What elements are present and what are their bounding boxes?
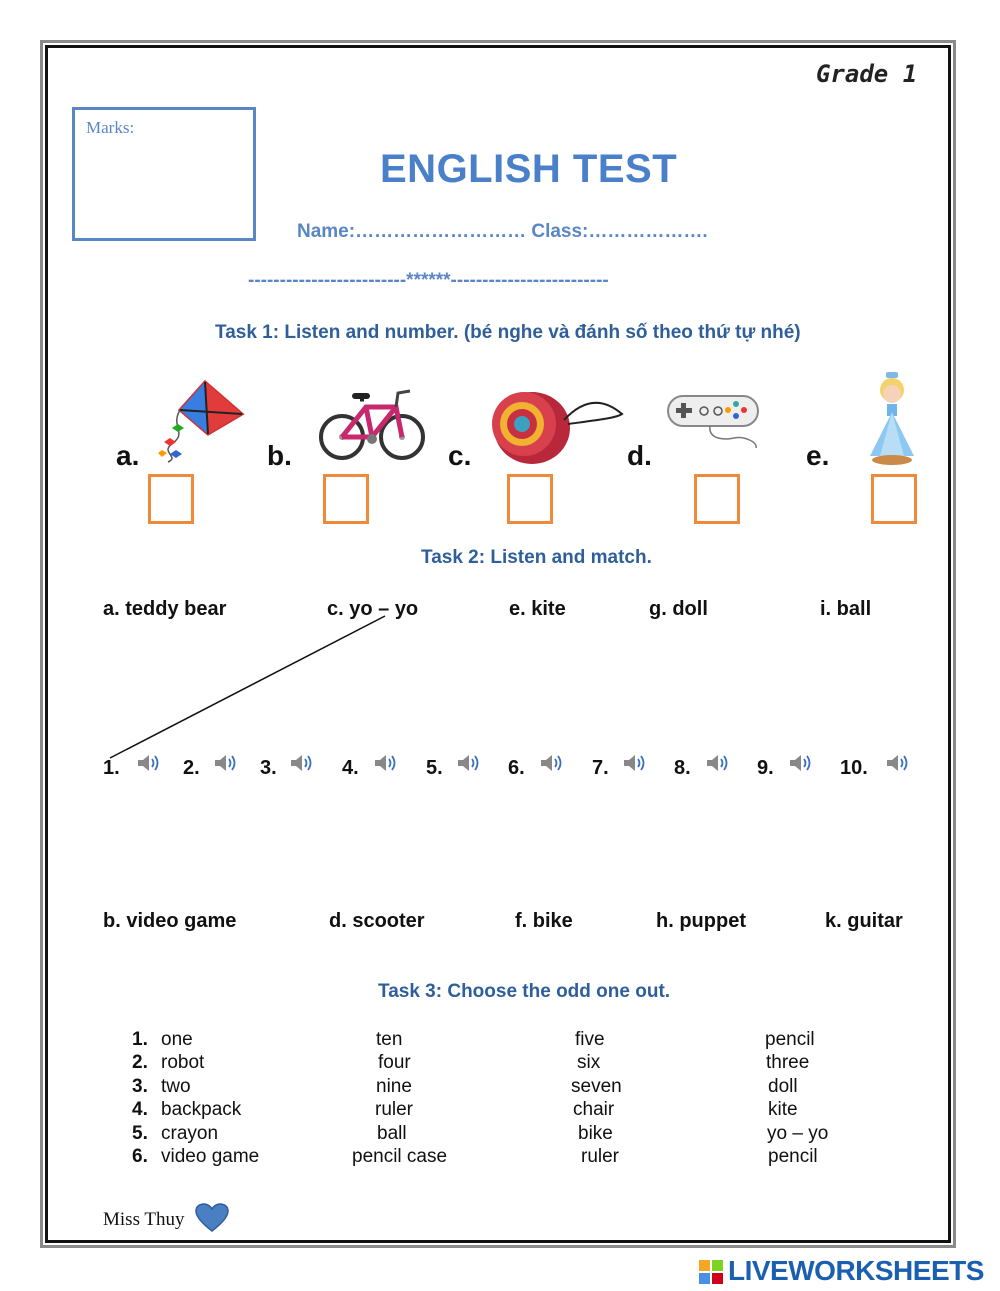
- task3-word[interactable]: robot: [161, 1052, 205, 1073]
- task2-bottom-word-h[interactable]: h. puppet: [656, 910, 746, 932]
- page-title: ENGLISH TEST: [380, 147, 678, 191]
- task2-top-word-c[interactable]: c. yo – yo: [327, 598, 419, 620]
- yoyo-picture: [488, 384, 628, 468]
- task3-word[interactable]: seven: [571, 1076, 622, 1097]
- speaker-icon-10[interactable]: [885, 751, 911, 775]
- kite-picture: [150, 372, 250, 464]
- task2-number-10: 10.: [840, 757, 868, 779]
- divider: -------------------------******-------------------------: [248, 270, 609, 291]
- task2-number-4: 4.: [342, 757, 359, 779]
- task2-number-9: 9.: [757, 757, 774, 779]
- liveworksheets-logo[interactable]: LIVEWORKSHEETS: [728, 1255, 984, 1286]
- task3-row-number: 5.: [132, 1123, 148, 1144]
- task3-word[interactable]: crayon: [161, 1123, 219, 1144]
- task2-bottom-word-f[interactable]: f. bike: [515, 910, 573, 932]
- task3-row-3: [132, 1076, 798, 1098]
- task3-word[interactable]: backpack: [161, 1099, 242, 1120]
- task3-word[interactable]: pencil: [765, 1029, 815, 1050]
- task2-top-word-g[interactable]: g. doll: [649, 598, 708, 620]
- task3-word[interactable]: four: [378, 1052, 411, 1073]
- task3-word[interactable]: three: [766, 1052, 810, 1073]
- task2-heading: Task 2: Listen and match.: [421, 547, 652, 568]
- task3-word[interactable]: ball: [377, 1123, 407, 1144]
- speaker-icon-3[interactable]: [289, 751, 315, 775]
- task3-word[interactable]: pencil case: [352, 1146, 448, 1167]
- task3-word[interactable]: nine: [376, 1076, 412, 1097]
- task3-row-number: 1.: [132, 1029, 148, 1050]
- task3-row-number: 6.: [132, 1146, 148, 1167]
- speaker-icon-7[interactable]: [622, 751, 648, 775]
- task3-row-number: 4.: [132, 1099, 148, 1120]
- speaker-icon-5[interactable]: [456, 751, 482, 775]
- marks-label: Marks:: [86, 118, 135, 137]
- task3-word[interactable]: pencil: [768, 1146, 818, 1167]
- task3-word[interactable]: ten: [376, 1029, 403, 1050]
- speaker-icon-9[interactable]: [788, 751, 814, 775]
- speaker-icon-6[interactable]: [539, 751, 565, 775]
- task3-word[interactable]: five: [575, 1029, 605, 1050]
- task1-letter-d: d.: [627, 440, 652, 471]
- task3-heading: Task 3: Choose the odd one out.: [378, 981, 671, 1002]
- task1-answer-box-a[interactable]: [148, 474, 194, 524]
- task2-bottom-word-d[interactable]: d. scooter: [329, 910, 425, 932]
- task3-word[interactable]: one: [161, 1029, 193, 1050]
- task2-top-word-e[interactable]: e. kite: [509, 598, 566, 620]
- task3-row-1: [132, 1029, 815, 1051]
- task2-bottom-word-k[interactable]: k. guitar: [825, 910, 903, 932]
- task2-number-3: 3.: [260, 757, 277, 779]
- task3-word[interactable]: six: [577, 1052, 601, 1073]
- task3-word[interactable]: ruler: [581, 1146, 620, 1167]
- task1-letter-b: b.: [267, 440, 292, 471]
- task2-number-1: 1.: [103, 757, 120, 779]
- task3-row-number: 2.: [132, 1052, 148, 1073]
- task2-number-8: 8.: [674, 757, 691, 779]
- speaker-icon-1[interactable]: [136, 751, 162, 775]
- liveworksheets-logo-icon: [698, 1259, 724, 1285]
- task3-row-4: [132, 1099, 798, 1121]
- signature: Miss Thuy: [103, 1209, 185, 1230]
- task3-row-2: [132, 1052, 810, 1074]
- task3-word[interactable]: ruler: [375, 1099, 414, 1120]
- name-class-line: Name:……………………… Class:……………….: [297, 221, 708, 242]
- task3-row-5: [132, 1123, 829, 1145]
- task1-letter-e: e.: [806, 440, 830, 471]
- task1-letter-a: a.: [116, 440, 140, 471]
- example-match-line: [100, 610, 400, 770]
- task2-top-word-a[interactable]: a. teddy bear: [103, 598, 227, 620]
- doll-picture: [864, 368, 920, 466]
- task2-number-6: 6.: [508, 757, 525, 779]
- task3-row-6: [132, 1146, 818, 1168]
- task3-word[interactable]: bike: [578, 1123, 613, 1144]
- task3-row-number: 3.: [132, 1076, 148, 1097]
- controller-picture: [664, 390, 764, 460]
- task2-number-7: 7.: [592, 757, 609, 779]
- task1-answer-box-d[interactable]: [694, 474, 740, 524]
- speaker-icon-2[interactable]: [213, 751, 239, 775]
- task2-number-5: 5.: [426, 757, 443, 779]
- bike-picture: [318, 385, 426, 467]
- speaker-icon-4[interactable]: [373, 751, 399, 775]
- task3-word[interactable]: two: [161, 1076, 191, 1097]
- task3-word[interactable]: video game: [161, 1146, 260, 1167]
- task2-number-2: 2.: [183, 757, 200, 779]
- task1-answer-box-e[interactable]: [871, 474, 917, 524]
- task3-word[interactable]: kite: [768, 1099, 798, 1120]
- speaker-icon-8[interactable]: [705, 751, 731, 775]
- task3-word[interactable]: chair: [573, 1099, 615, 1120]
- task1-heading: Task 1: Listen and number. (bé nghe và đánh số theo thứ tự nhé): [215, 322, 801, 343]
- task2-top-word-i[interactable]: i. ball: [820, 598, 872, 620]
- task1-letter-c: c.: [448, 440, 472, 471]
- task3-word[interactable]: yo – yo: [767, 1123, 829, 1144]
- task1-answer-box-c[interactable]: [507, 474, 553, 524]
- task1-answer-box-b[interactable]: [323, 474, 369, 524]
- task2-bottom-word-b[interactable]: b. video game: [103, 910, 237, 932]
- grade-label: Grade 1: [816, 60, 918, 88]
- heart-icon: [195, 1203, 229, 1233]
- task3-word[interactable]: doll: [768, 1076, 798, 1097]
